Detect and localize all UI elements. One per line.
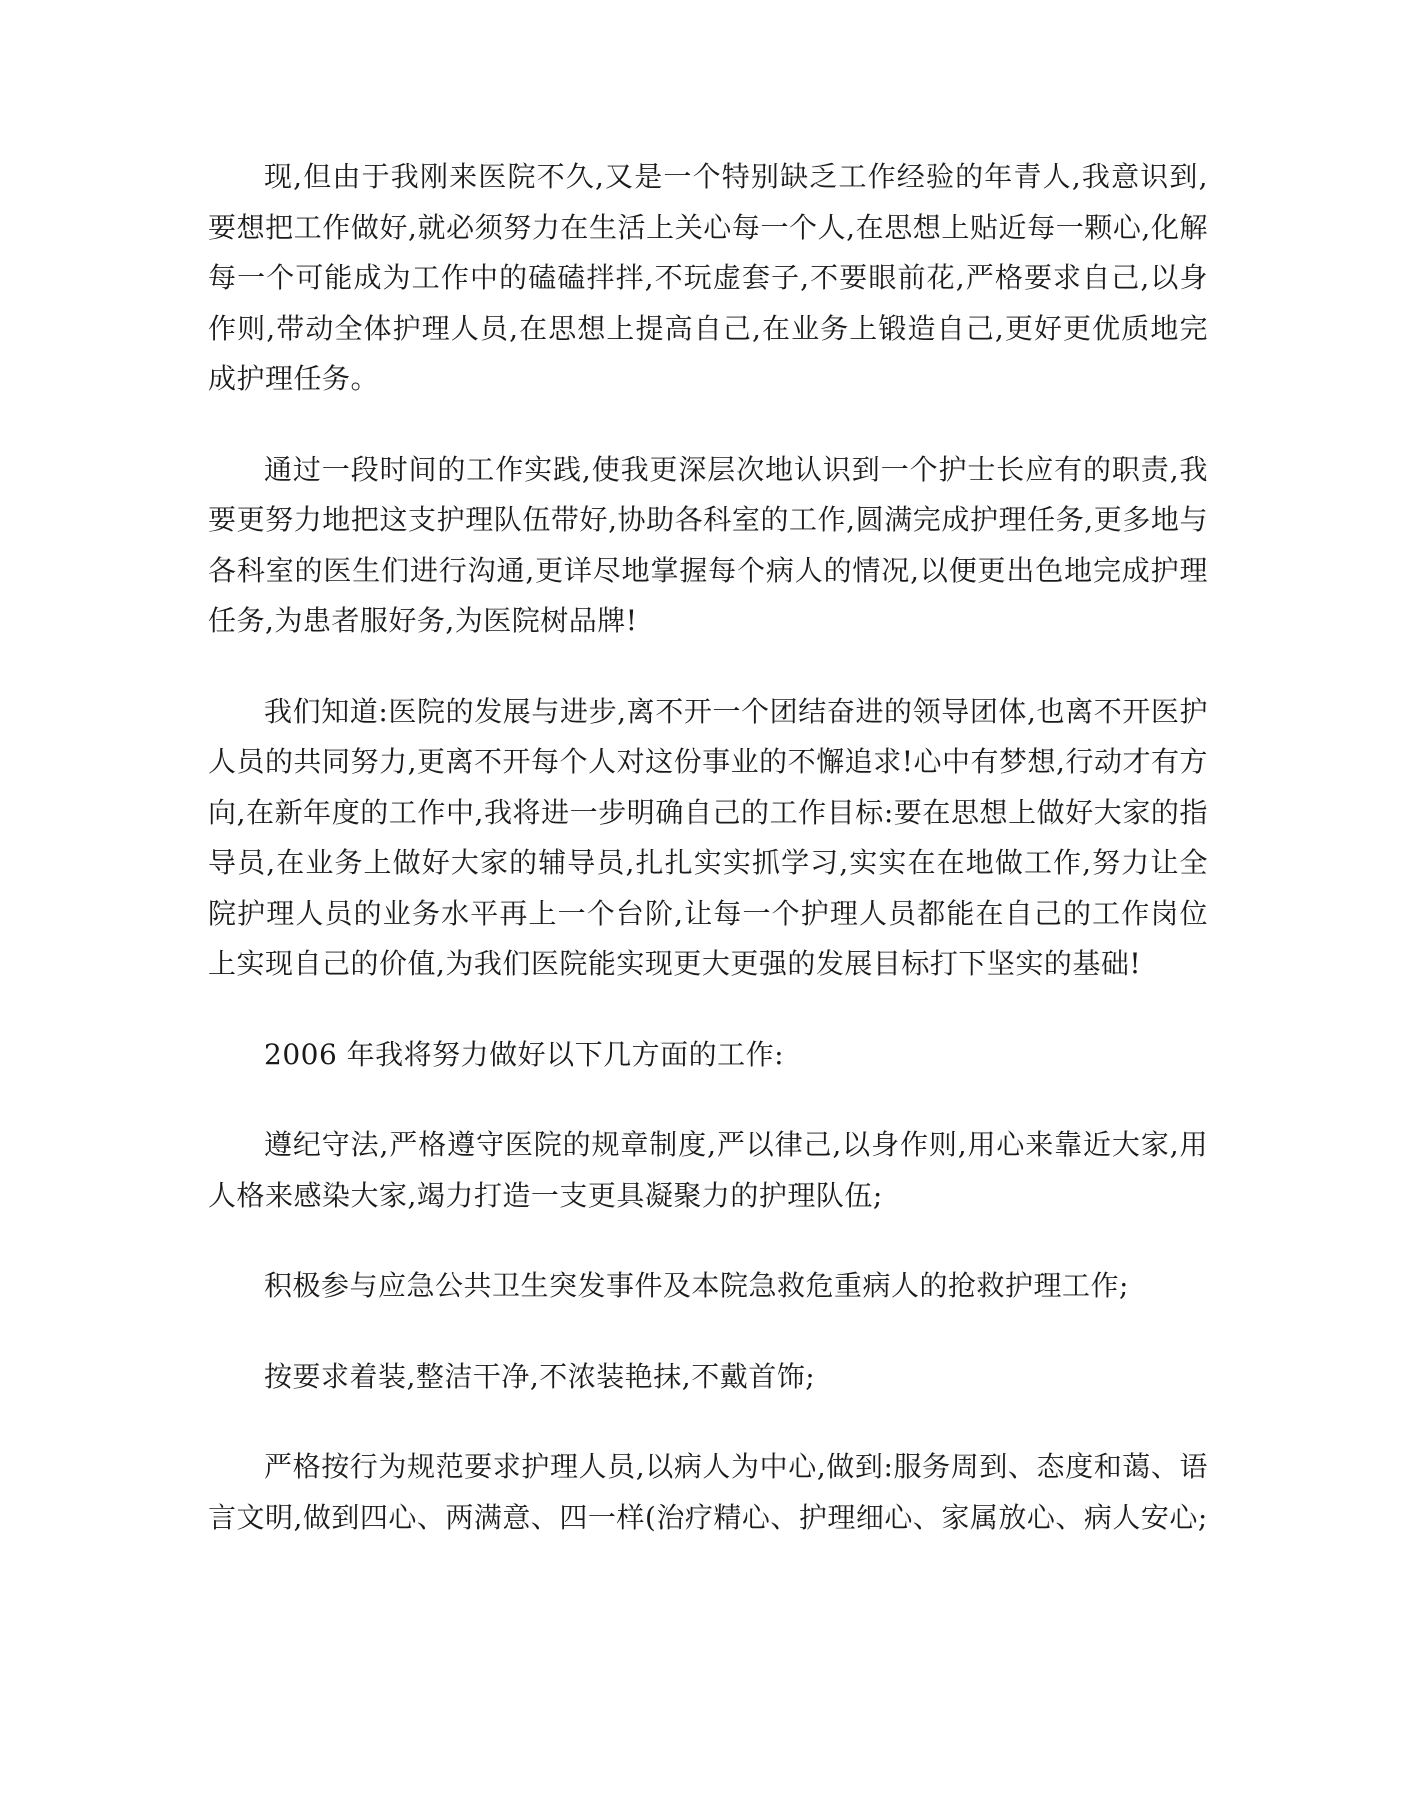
document-body [208,152,1208,1543]
paragraph-5: 遵纪守法,严格遵守医院的规章制度,严以律己,以身作则,用心来靠近大家,用人格来感染大家,竭力打造一支更具凝聚力的护理队伍; [208,1128,1208,1212]
paragraph-7: 按要求着装,整洁干净,不浓装艳抹,不戴首饰; [264,1359,816,1393]
paragraph-6: 积极参与应急公共卫生突发事件及本院急救危重病人的抢救护理工作; [264,1269,1129,1302]
paragraph-8: 严格按行为规范要求护理人员,以病人为中心,做到:服务周到、态度和蔼、语言文明,做到四心、两满意、四一样(治疗精心、护理细心、家属放心、病人安心; [208,1450,1208,1534]
paragraph-1: 现,但由于我刚来医院不久,又是一个特别缺乏工作经验的年青人,我意识到,要想把工作做好,就必须努力在生活上关心每一个人,在思想上贴近每一颗心,化解每一个可能成为工作中的磕磕拌拌,不玩虚套子,不要眼前花,严格要求自己,以身作则,带动全体护理人员,在思想上提高自己,在业务上锻造自己,更好更优质地完成护理任务。 [208,160,1208,395]
paragraph-3: 我们知道:医院的发展与进步,离不开一个团结奋进的领导团体,也离不开医护人员的共同努力,更离不开每个人对这份事业的不懈追求!心中有梦想,行动才有方向,在新年度的工作中,我将进一步明确自己的工作目标:要在思想上做好大家的指导员,在业务上做好大家的辅导员,扎扎实实抓学习,实实在在地做工作,努力让全院护理人员的业务水平再上一个台阶,让每一个护理人员都能在自己的工作岗位上实现自己的价值,为我们医院能实现更大更强的发展目标打下坚实的基础! [208,694,1208,980]
paragraph-4: 2006 年我将努力做好以下几方面的工作: [264,1037,785,1071]
paragraph-2: 通过一段时间的工作实践,使我更深层次地认识到一个护士长应有的职责,我要更努力地把这支护理队伍带好,协助各科室的工作,圆满完成护理任务,更多地与各科室的医生们进行沟通,更详尽地掌握每个病人的情况,以便更出色地完成护理任务,为患者服好务,为医院树品牌! [208,452,1208,637]
